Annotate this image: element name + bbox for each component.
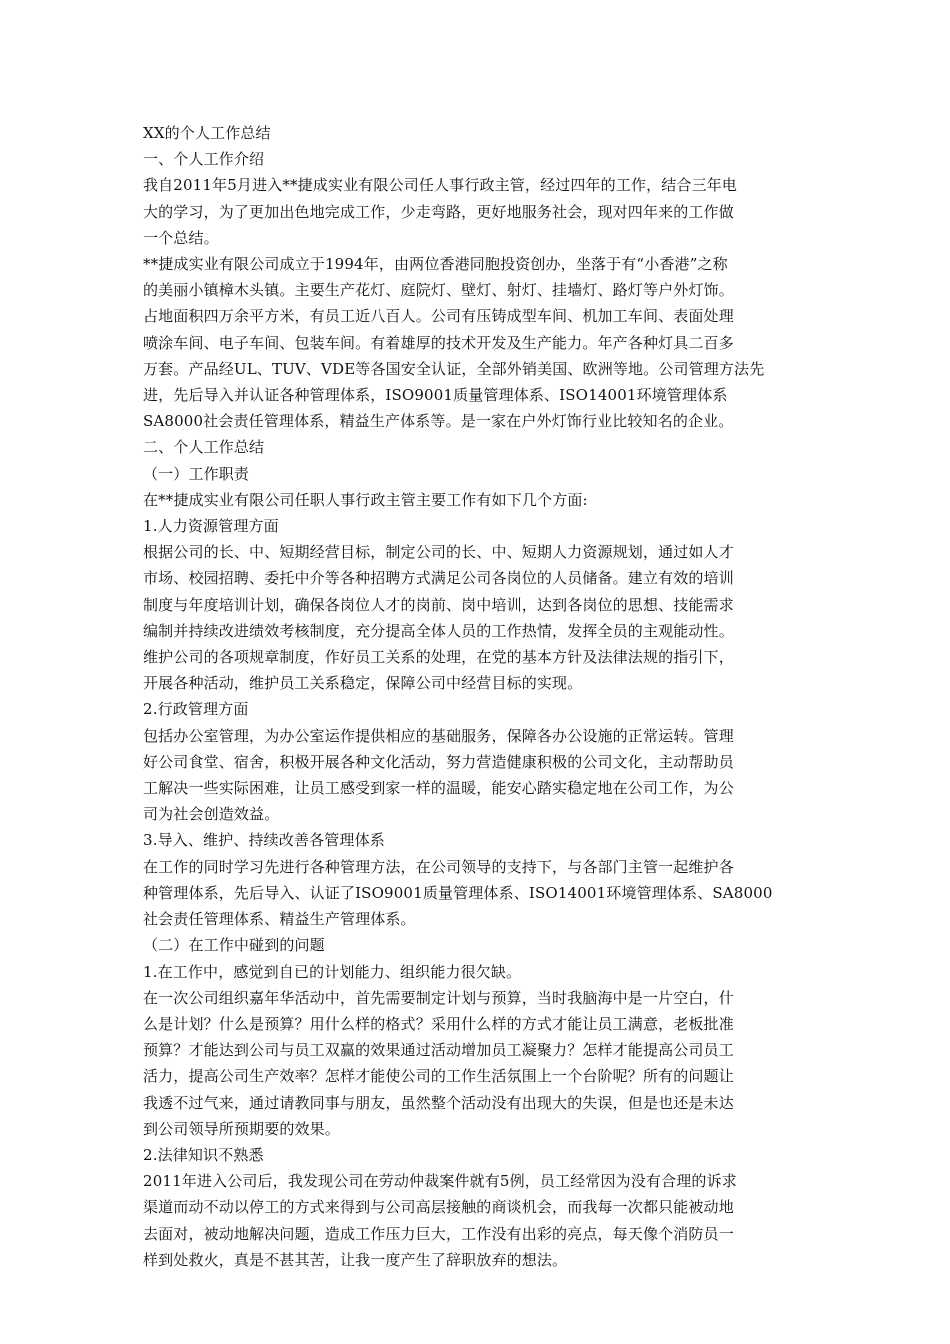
text-line: 在一次公司组织嘉年华活动中，首先需要制定计划与预算，当时我脑海中是一片空白，什 [143, 988, 734, 1007]
text-line: 在**捷成实业有限公司任职人事行政主管主要工作有如下几个方面: [143, 490, 588, 509]
text-line: **捷成实业有限公司成立于1994年，由两位香港同胞投资创办，坐落于有“小香港”之称 [143, 255, 728, 274]
text-line: 编制并持续改进绩效考核制度，充分提高全体人员的工作热情，发挥全员的主观能动性。 [143, 621, 734, 640]
text-line: 喷涂车间、电子车间、包装车间。有着雄厚的技术开发及生产能力。年产各种灯具二百多 [143, 333, 734, 352]
document-title: XX的个人工作总结 [143, 124, 271, 142]
text-line: 2.行政管理方面 [143, 700, 249, 719]
text-line: 维护公司的各项规章制度，作好员工关系的处理，在党的基本方针及法律法规的指引下， [143, 648, 734, 667]
text-line: 3.导入、维护、持续改善各管理体系 [143, 831, 385, 850]
text-line: 去面对，被动地解决问题，造成工作压力巨大，工作没有出彩的亮点，每天像个消防员一 [143, 1224, 734, 1243]
text-line: 种管理体系，先后导入、认证了ISO9001质量管理体系、ISO14001环境管理体系、SA8000 [143, 883, 773, 902]
text-line: 2011年进入公司后，我发现公司在劳动仲裁案件就有5例，员工经常因为没有合理的诉求 [143, 1172, 737, 1191]
text-line: 一、个人工作介绍 [143, 150, 265, 169]
text-line: 渠道而动不动以停工的方式来得到与公司高层接触的商谈机会，而我每一次都只能被动地 [143, 1198, 734, 1217]
text-line: 1.在工作中，感觉到自已的计划能力、组织能力很欠缺。 [143, 962, 522, 981]
text-line: 进，先后导入并认证各种管理体系，ISO9001质量管理体系、ISO14001环境管理体系 [143, 386, 728, 405]
text-line: 我透不过气来，通过请教同事与朋友，虽然整个活动没有出现大的失误，但是也还是未达 [143, 1093, 734, 1112]
text-line: 好公司食堂、宿舍，积极开展各种文化活动，努力营造健康积极的公司文化，主动帮助员 [143, 752, 734, 771]
text-line: 在工作的同时学习先进行各种管理方法，在公司领导的支持下，与各部门主管一起维护各 [143, 857, 734, 876]
text-line: 一个总结。 [143, 228, 219, 247]
document-body [143, 120, 813, 1273]
text-line: 2.法律知识不熟悉 [143, 1145, 264, 1164]
text-line: 样到处救火，真是不甚其苦，让我一度产生了辞职放弃的想法。 [143, 1250, 568, 1269]
text-line: 二、个人工作总结 [143, 438, 265, 457]
text-line: 么是计划？什么是预算？用什么样的格式？采用什么样的方式才能让员工满意，老板批准 [143, 1014, 734, 1033]
text-line: 工解决一些实际困难，让员工感受到家一样的温暖，能安心踏实稳定地在公司工作，为公 [143, 779, 734, 798]
text-line: SA8000社会责任管理体系，精益生产体系等。是一家在户外灯饰行业比较知名的企业。 [143, 412, 734, 431]
text-line: 占地面积四万余平方米，有员工近八百人。公司有压铸成型车间、机加工车间、表面处理 [143, 307, 734, 326]
text-line: 包括办公室管理，为办公室运作提供相应的基础服务，保障各办公设施的正常运转。管理 [143, 726, 734, 745]
text-line: 活力，提高公司生产效率？怎样才能使公司的工作生活氛围上一个台阶呢？所有的问题让 [143, 1067, 734, 1086]
text-line: 大的学习，为了更加出色地完成工作，少走弯路，更好地服务社会，现对四年来的工作做 [143, 202, 734, 221]
text-line: 1.人力资源管理方面 [143, 517, 279, 536]
text-line: 开展各种活动，维护员工关系稳定，保障公司中经营目标的实现。 [143, 674, 583, 693]
text-line: 的美丽小镇樟木头镇。主要生产花灯、庭院灯、壁灯、射灯、挂墙灯、路灯等户外灯饰。 [143, 281, 734, 300]
text-line: 社会责任管理体系、精益生产管理体系。 [143, 910, 416, 929]
text-line: 预算？才能达到公司与员工双赢的效果通过活动增加员工凝聚力？怎样才能提高公司员工 [143, 1041, 734, 1060]
text-line: （二）在工作中碰到的问题 [143, 936, 325, 955]
text-line: 市场、校园招聘、委托中介等各种招聘方式满足公司各岗位的人员储备。建立有效的培训 [143, 569, 734, 588]
text-line: 根据公司的长、中、短期经营目标，制定公司的长、中、短期人力资源规划，通过如人才 [143, 543, 734, 562]
text-line: （一）工作职责 [143, 464, 250, 483]
text-line: 制度与年度培训计划，确保各岗位人才的岗前、岗中培训，达到各岗位的思想、技能需求 [143, 595, 734, 614]
text-line: 我自2011年5月进入**捷成实业有限公司任人事行政主管，经过四年的工作，结合三年电 [143, 176, 738, 195]
text-line: 到公司领导所预期要的效果。 [143, 1119, 340, 1138]
text-line: 万套。产品经UL、TUV、VDE等各国安全认证，全部外销美国、欧洲等地。公司管理方法先 [143, 359, 765, 378]
text-line: 司为社会创造效益。 [143, 805, 280, 824]
